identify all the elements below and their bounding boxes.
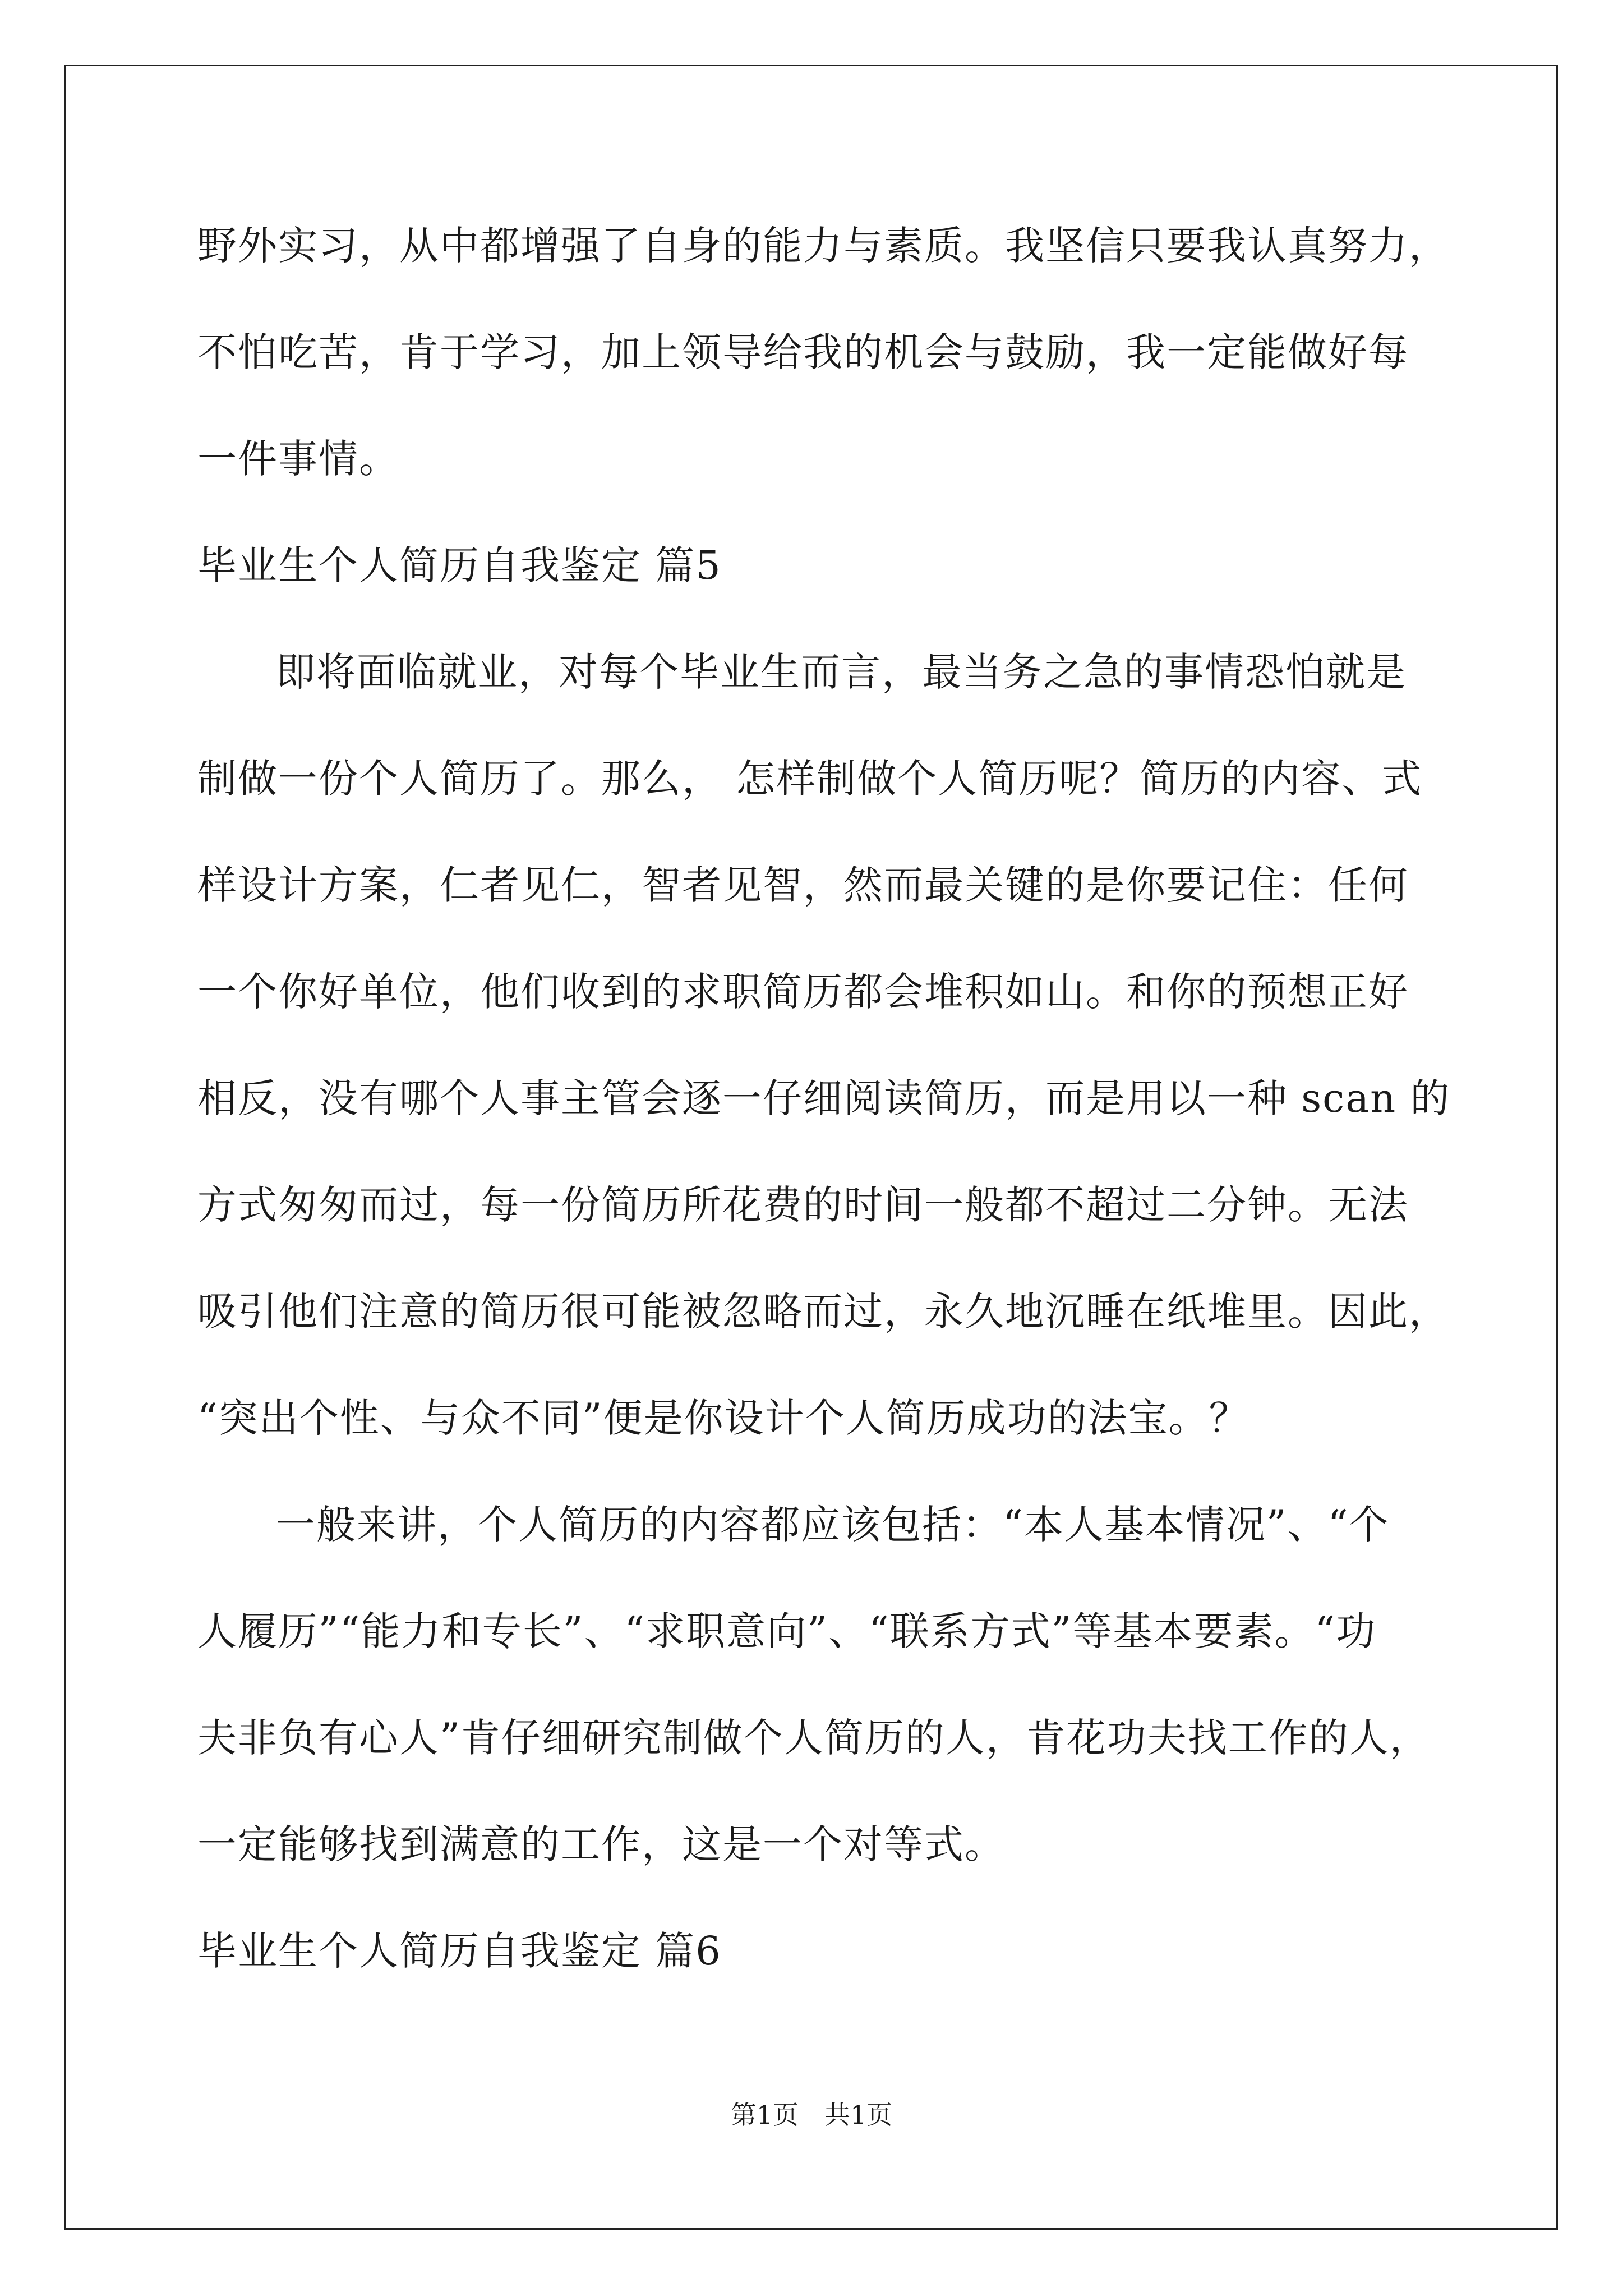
- body-text-line: 即将面临就业，对每个毕业生而言，最当务之急的事情恐怕就是: [276, 649, 1407, 695]
- section-heading: 毕业生个人简历自我鉴定 篇6: [197, 1928, 722, 1974]
- body-text-line: 一件事情。: [197, 436, 399, 482]
- page-number-footer: 第1页 共1页: [730, 2100, 893, 2130]
- body-text-line: 夫非负有心人”肯仔细研究制做个人简历的人，肯花功夫找工作的人，: [197, 1715, 1430, 1761]
- body-text-line: 方式匆匆而过，每一份简历所花费的时间一般都不超过二分钟。无法: [197, 1182, 1409, 1228]
- body-text-line: 吸引他们注意的简历很可能被忽略而过，永久地沉睡在纸堆里。因此，: [197, 1289, 1449, 1335]
- body-text-line: 样设计方案，仁者见仁，智者见智，然而最关键的是你要记住：任何: [197, 862, 1409, 908]
- body-text-line: “突出个性、与众不同”便是你设计个人简历成功的法宝。？: [197, 1395, 1249, 1441]
- body-text-line: 不怕吃苦，肯于学习，加上领导给我的机会与鼓励，我一定能做好每: [197, 329, 1409, 375]
- body-text-line: 一个你好单位，他们收到的求职简历都会堆积如山。和你的预想正好: [197, 969, 1409, 1015]
- body-text-line: 野外实习，从中都增强了自身的能力与素质。我坚信只要我认真努力，: [197, 223, 1449, 269]
- body-text-line: 相反，没有哪个人事主管会逐一仔细阅读简历，而是用以一种 scan 的: [197, 1075, 1451, 1121]
- body-text-line: 一般来讲，个人简历的内容都应该包括：“本人基本情况”、“个: [276, 1502, 1390, 1548]
- body-text-line: 一定能够找到满意的工作，这是一个对等式。: [197, 1821, 1005, 1867]
- body-text-line: 人履历”“能力和专长”、“求职意向”、“联系方式”等基本要素。“功: [197, 1608, 1377, 1654]
- page-border: [64, 65, 1558, 2230]
- section-heading: 毕业生个人简历自我鉴定 篇5: [197, 542, 722, 588]
- body-text-line: 制做一份个人简历了。那么， 怎样制做个人简历呢？简历的内容、式: [197, 756, 1423, 802]
